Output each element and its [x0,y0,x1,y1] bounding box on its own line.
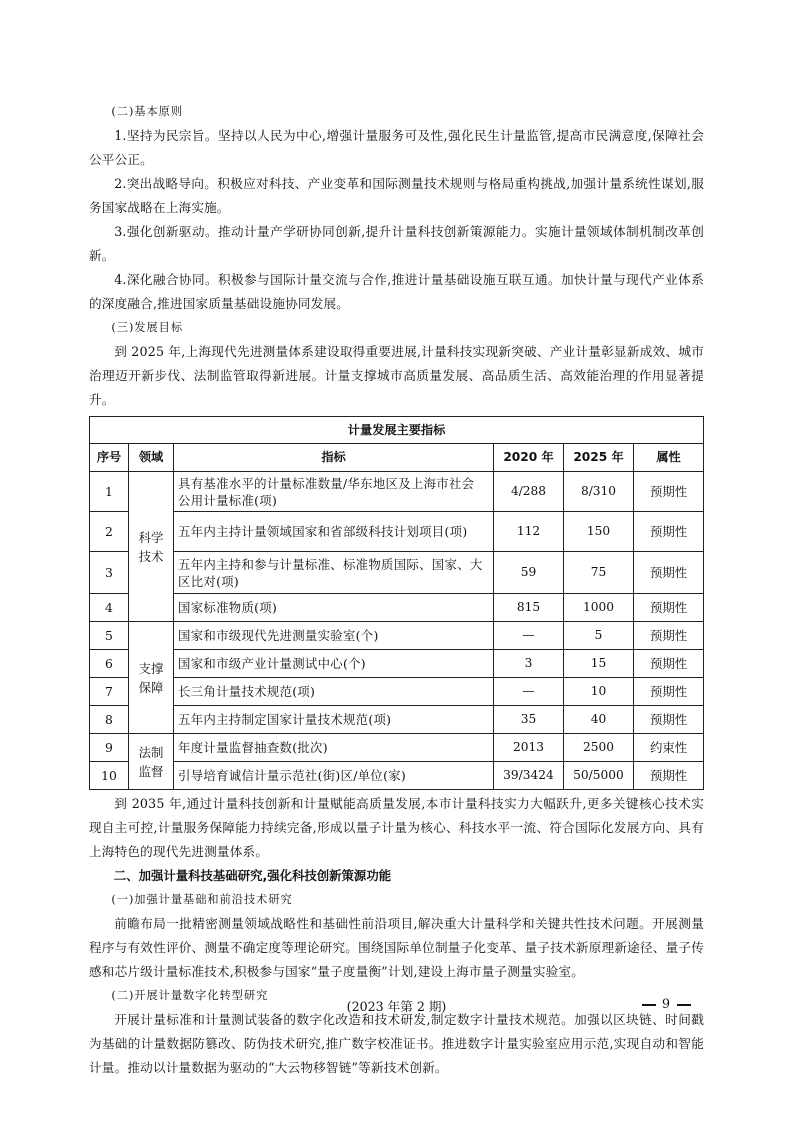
header-2025: 2025 年 [564,444,634,472]
row-2020: 59 [494,552,564,594]
row-attr: 约束性 [634,734,704,762]
row-attr: 预期性 [634,594,704,622]
page-number-value: 9 [661,996,671,1011]
row-no: 10 [90,762,129,790]
row-indicator: 长三角计量技术规范(项) [174,678,494,706]
row-2020: 39/3424 [494,762,564,790]
row-indicator: 国家和市级产业计量测试中心(个) [174,650,494,678]
row-2020: 815 [494,594,564,622]
row-attr: 预期性 [634,762,704,790]
row-indicator: 引导培育诚信计量示范社(街)区/单位(家) [174,762,494,790]
row-2025: 50/5000 [564,762,634,790]
row-no: 7 [90,678,129,706]
page-number [636,996,697,1011]
row-no: 4 [90,594,129,622]
dash-left [642,1004,656,1006]
table-row [90,706,704,734]
row-2025: 10 [564,678,634,706]
table-row [90,512,704,552]
row-indicator: 国家标准物质(项) [174,594,494,622]
row-attr: 预期性 [634,512,704,552]
domain-support: 支撑保障 [129,622,174,734]
goals-heading: (三)发展目标 [111,321,184,334]
table-header-row [90,444,704,472]
vision-2035-paragraph: 到 2035 年,通过计量科技创新和计量赋能高质量发展,本市计量科技实力大幅跃升,更多关键核心技术实现自主可控,计量服务保障能力持续完备,形成以量子计量为核心、科技水平一流、符合国际化发展方向、具有上海特色的现代先进测量体系。 [89,796,704,859]
row-2020: 2013 [494,734,564,762]
row-no: 9 [90,734,129,762]
issue-label: (2023 年第 2 期) [346,999,447,1014]
row-no: 6 [90,650,129,678]
row-indicator: 五年内主持和参与计量标准、标准物质国际、国家、大区比对(项) [174,552,494,594]
row-no: 1 [90,472,129,512]
subsection-2-heading: (二)开展计量数字化转型研究 [111,989,269,1002]
header-attr: 属性 [634,444,704,472]
row-no: 3 [90,552,129,594]
principle-1: 1.坚持为民宗旨。坚持以人民为中心,增强计量服务可及性,强化民生计量监管,提高市民满意度,保障社会公平公正。 [89,128,704,167]
row-no: 2 [90,512,129,552]
table-caption: 计量发展主要指标 [90,417,704,444]
table-row [90,762,704,790]
row-2025: 15 [564,650,634,678]
row-2025: 5 [564,622,634,650]
row-2020: — [494,678,564,706]
indicator-table [89,416,704,790]
subsection-1-paragraph: 前瞻布局一批精密测量领域战略性和基础性前沿项目,解决重大计量科学和关键共性技术问题。开展测量程序与有效性评价、测量不确定度等理论研究。围绕国际单位制量子化变革、量子技术新原理新途径、量子传感和芯片级计量标准技术,积极参与国家“量子度量衡”计划,建设上海市量子测量实验室。 [89,916,704,979]
table-row [90,472,704,512]
header-domain: 领域 [129,444,174,472]
row-2020: 3 [494,650,564,678]
row-2025: 150 [564,512,634,552]
table-row [90,650,704,678]
row-attr: 预期性 [634,678,704,706]
section-2-heading: 二、加强计量科技基础研究,强化科技创新策源功能 [113,868,392,883]
row-indicator: 具有基准水平的计量标准数量/华东地区及上海市社会公用计量标准(项) [174,472,494,512]
row-2025: 40 [564,706,634,734]
header-2020: 2020 年 [494,444,564,472]
row-attr: 预期性 [634,706,704,734]
table-row [90,622,704,650]
row-2020: — [494,622,564,650]
header-seq: 序号 [90,444,129,472]
row-attr: 预期性 [634,622,704,650]
subsection-1-heading: (一)加强计量基础和前沿技术研究 [111,893,293,906]
row-indicator: 年度计量监督抽查数(批次) [174,734,494,762]
principle-2: 2.突出战略导向。积极应对科技、产业变革和国际测量技术规则与格局重构挑战,加强计量系统性谋划,服务国家战略在上海实施。 [89,176,704,215]
principle-4: 4.深化融合协同。积极参与国际计量交流与合作,推进计量基础设施互联互通。加快计量与现代产业体系的深度融合,推进国家质量基础设施协同发展。 [89,272,704,311]
table-row [90,552,704,594]
principles-heading: (二)基本原则 [111,105,184,118]
row-2020: 112 [494,512,564,552]
goals-paragraph: 到 2025 年,上海现代先进测量体系建设取得重要进展,计量科技实现新突破、产业计量彰显新成效、城市治理迈开新步伐、法制监管取得新进展。计量支撑城市高质量发展、高品质生活、高效能治理的作用显著提升。 [89,344,704,407]
domain-legal: 法制监督 [129,734,174,790]
domain-sci: 科学技术 [129,472,174,622]
row-attr: 预期性 [634,472,704,512]
row-attr: 预期性 [634,552,704,594]
row-2025: 75 [564,552,634,594]
subsection-2-paragraph: 开展计量标准和计量测试装备的数字化改造和技术研发,制定数字计量技术规范。加强以区块链、时间戳为基础的计量数据防篡改、防伪技术研究,推广数字校准证书。推进数字计量实验室应用示范,实现自动和智能计量。推动以计量数据为驱动的“大云物移智链”等新技术创新。 [89,1012,704,1075]
principle-3: 3.强化创新驱动。推动计量产学研协同创新,提升计量科技创新策源能力。实施计量领域体制机制改革创新。 [89,224,704,263]
row-attr: 预期性 [634,650,704,678]
row-indicator: 五年内主持计量领域国家和省部级科技计划项目(项) [174,512,494,552]
dash-right [677,1004,691,1006]
row-indicator: 五年内主持制定国家计量技术规范(项) [174,706,494,734]
page-footer [0,993,793,1017]
row-2025: 1000 [564,594,634,622]
page-body [89,100,704,1080]
header-indicator: 指标 [174,444,494,472]
row-2025: 8/310 [564,472,634,512]
row-indicator: 国家和市级现代先进测量实验室(个) [174,622,494,650]
row-2020: 35 [494,706,564,734]
table-row [90,594,704,622]
table-row [90,734,704,762]
row-2025: 2500 [564,734,634,762]
row-no: 5 [90,622,129,650]
table-row [90,678,704,706]
row-2020: 4/288 [494,472,564,512]
row-no: 8 [90,706,129,734]
